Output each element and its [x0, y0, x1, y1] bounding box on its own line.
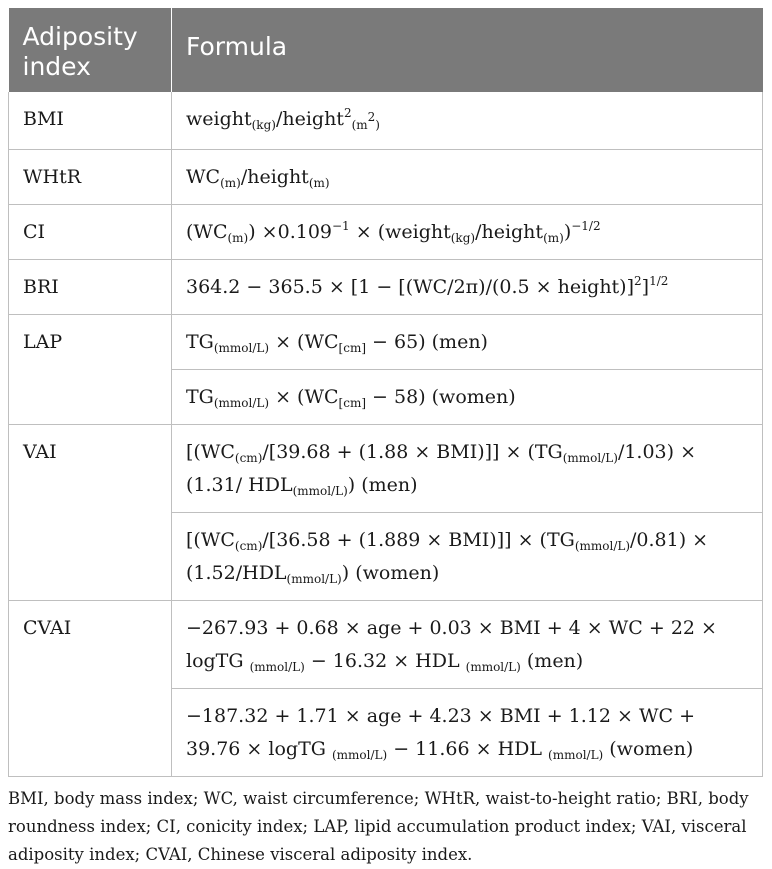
- formula-cell: $TG_{(mmol/L)} \times (WC_{[cm]} - 58)$ (women): [172, 369, 763, 424]
- index-cell: [9, 688, 172, 776]
- index-cell: BMI: [9, 92, 172, 149]
- formula-cell: −187.32 + 1.71 × age + 4.23 × BMI + 1.12 × WC + 39.76 × logTG $_{(mmol/L)}$ − 11.66 × HDL $_{(mmol/L)}$ (women): [172, 688, 763, 776]
- table-row: [9, 600, 763, 688]
- table-row: [9, 512, 763, 600]
- table-row: [9, 92, 763, 149]
- header-row: [9, 8, 763, 92]
- index-cell: VAI: [9, 424, 172, 512]
- index-cell: BRI: [9, 259, 172, 314]
- table-figure: [8, 8, 763, 869]
- index-cell: [9, 369, 172, 424]
- formula-cell: [$(WC_{(cm)}/[39.68 + (1.88 \times BMI)]] \times (TG_{(mmol/L)}/1.03) \times (1.31/$ $HDL_{(mmol/L)}$) (men): [172, 424, 763, 512]
- formula-cell: $TG_{(mmol/L)} \times (WC_{[cm]} - 65)$ (men): [172, 314, 763, 369]
- formula-cell: [$(WC_{(cm)}/[36.58 + (1.889 \times BMI)]] \times (TG_{(mmol/L)}/0.81) \times (1.52/HDL_{(mmol/L)})$ (women): [172, 512, 763, 600]
- formula-cell: 364.2 − 365.5 × [1 − [(WC/2π)/(0.5 × height)]$^2$]$^{1/2}$: [172, 259, 763, 314]
- formula-cell: weight$_{(kg)}$/height$^2_{(m^2)}$: [172, 92, 763, 149]
- table-row: [9, 149, 763, 204]
- header-formula: Formula: [172, 8, 763, 92]
- adiposity-table: [8, 8, 763, 777]
- formula-cell: −267.93 + 0.68 × age + 0.03 × BMI + 4 × WC + 22 × logTG $_{(mmol/L)}$ − 16.32 × HDL $_{(mmol/L)}$ (men): [172, 600, 763, 688]
- formula-cell: $(WC_{(m)}) \times 0.109^{-1}$ × (weight$_{(kg)}$/height$_{(m)}$)$^{-1/2}$: [172, 204, 763, 259]
- index-cell: CVAI: [9, 600, 172, 688]
- index-cell: CI: [9, 204, 172, 259]
- formula-cell: $WC_{(m)}/height_{(m)}$: [172, 149, 763, 204]
- header-adiposity-index: Adiposity index: [9, 8, 172, 92]
- table-row: [9, 314, 763, 369]
- table-row: [9, 688, 763, 776]
- table-footnote: BMI, body mass index; WC, waist circumference; WHtR, waist-to-height ratio; BRI, body roundness index; CI, conicity index; LAP, lipid accumulation product index; VAI, visceral adiposity index; CVAI, Chinese visceral adiposity index.: [8, 788, 749, 864]
- table-row: [9, 424, 763, 512]
- index-cell: WHtR: [9, 149, 172, 204]
- table-row: [9, 369, 763, 424]
- index-cell: [9, 512, 172, 600]
- table-row: [9, 259, 763, 314]
- table-row: [9, 204, 763, 259]
- index-cell: LAP: [9, 314, 172, 369]
